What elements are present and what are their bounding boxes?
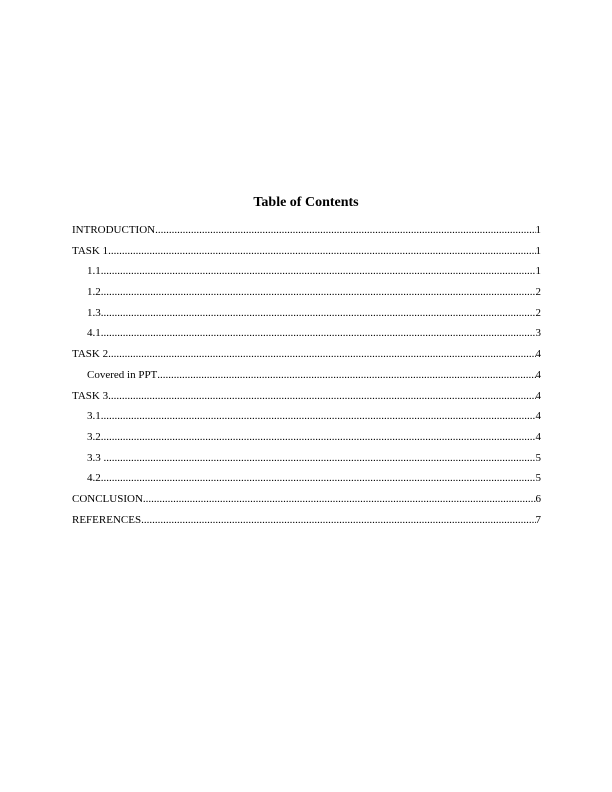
toc-entry-page-number: 2: [535, 306, 541, 319]
toc-entry-page-number: 4: [535, 348, 541, 361]
toc-dot-leader: [157, 368, 535, 382]
toc-entry-task-3[interactable]: [72, 389, 541, 410]
toc-dot-leader: [108, 389, 535, 403]
toc-dot-leader: [155, 223, 535, 237]
toc-entry-label: Covered in PPT: [87, 368, 158, 381]
toc-entry-page-number: 5: [535, 472, 541, 485]
toc-entry-label: CONCLUSION: [72, 492, 143, 505]
toc-entry-label: 4.1: [87, 327, 101, 340]
toc-entry-task-2[interactable]: [72, 347, 541, 368]
toc-entry-1-1[interactable]: [72, 264, 541, 285]
toc-entry-label: 1.2: [87, 286, 101, 299]
toc-entry-references[interactable]: [72, 513, 541, 534]
toc-entry-page-number: 4: [535, 430, 541, 443]
toc-entry-page-number: 7: [535, 513, 541, 526]
toc-title: Table of Contents: [253, 195, 359, 210]
toc-entry-page-number: 6: [535, 492, 541, 505]
toc-entry-4-2[interactable]: [72, 471, 541, 492]
toc-entry-3-3[interactable]: [72, 451, 541, 472]
toc-entry-page-number: 1: [535, 265, 541, 278]
toc-entry-label: 4.2: [87, 472, 101, 485]
toc-dot-leader: [108, 347, 535, 361]
toc-entry-covered-in-ppt[interactable]: [72, 368, 541, 389]
toc-list: [72, 223, 541, 533]
toc-entry-introduction[interactable]: [72, 223, 541, 244]
toc-entry-label: TASK 3: [72, 389, 109, 402]
toc-entry-page-number: 1: [535, 224, 541, 236]
toc-entry-label: 1.3: [87, 306, 101, 319]
toc-entry-task-1[interactable]: [72, 244, 541, 265]
toc-dot-leader: [143, 492, 536, 506]
toc-entry-1-3[interactable]: [72, 306, 541, 327]
toc-entry-page-number: 4: [535, 410, 541, 423]
toc-dot-leader: [101, 306, 536, 320]
toc-entry-label: REFERENCES: [72, 513, 142, 526]
toc-entry-page-number: 3: [535, 327, 541, 340]
toc-entry-conclusion[interactable]: [72, 492, 541, 513]
toc-entry-page-number: 4: [535, 389, 541, 402]
toc-dot-leader: [101, 285, 536, 299]
toc-entry-label: INTRODUCTION: [72, 224, 156, 236]
toc-entry-1-2[interactable]: [72, 285, 541, 306]
toc-dot-leader: [101, 326, 536, 340]
toc-entry-page-number: 1: [535, 244, 541, 257]
toc-entry-page-number: 2: [535, 286, 541, 299]
toc-dot-leader: [101, 430, 536, 444]
toc-dot-leader: [141, 513, 535, 527]
toc-entry-label: 1.1: [87, 265, 101, 278]
toc-entry-label: TASK 1: [72, 244, 109, 257]
toc-dot-leader: [104, 451, 536, 465]
toc-dot-leader: [101, 409, 536, 423]
toc-dot-leader: [108, 244, 535, 258]
toc-entry-label: 3.3: [87, 451, 104, 464]
toc-entry-label: 3.1: [87, 410, 101, 423]
toc-entry-label: 3.2: [87, 430, 101, 443]
toc-entry-4-1[interactable]: [72, 326, 541, 347]
toc-entry-label: TASK 2: [72, 348, 109, 361]
toc-entry-3-1[interactable]: [72, 409, 541, 430]
toc-entry-page-number: 4: [535, 368, 541, 381]
toc-dot-leader: [101, 264, 536, 278]
toc-entry-page-number: 5: [535, 451, 541, 464]
toc-entry-3-2[interactable]: [72, 430, 541, 451]
toc-dot-leader: [101, 471, 536, 485]
